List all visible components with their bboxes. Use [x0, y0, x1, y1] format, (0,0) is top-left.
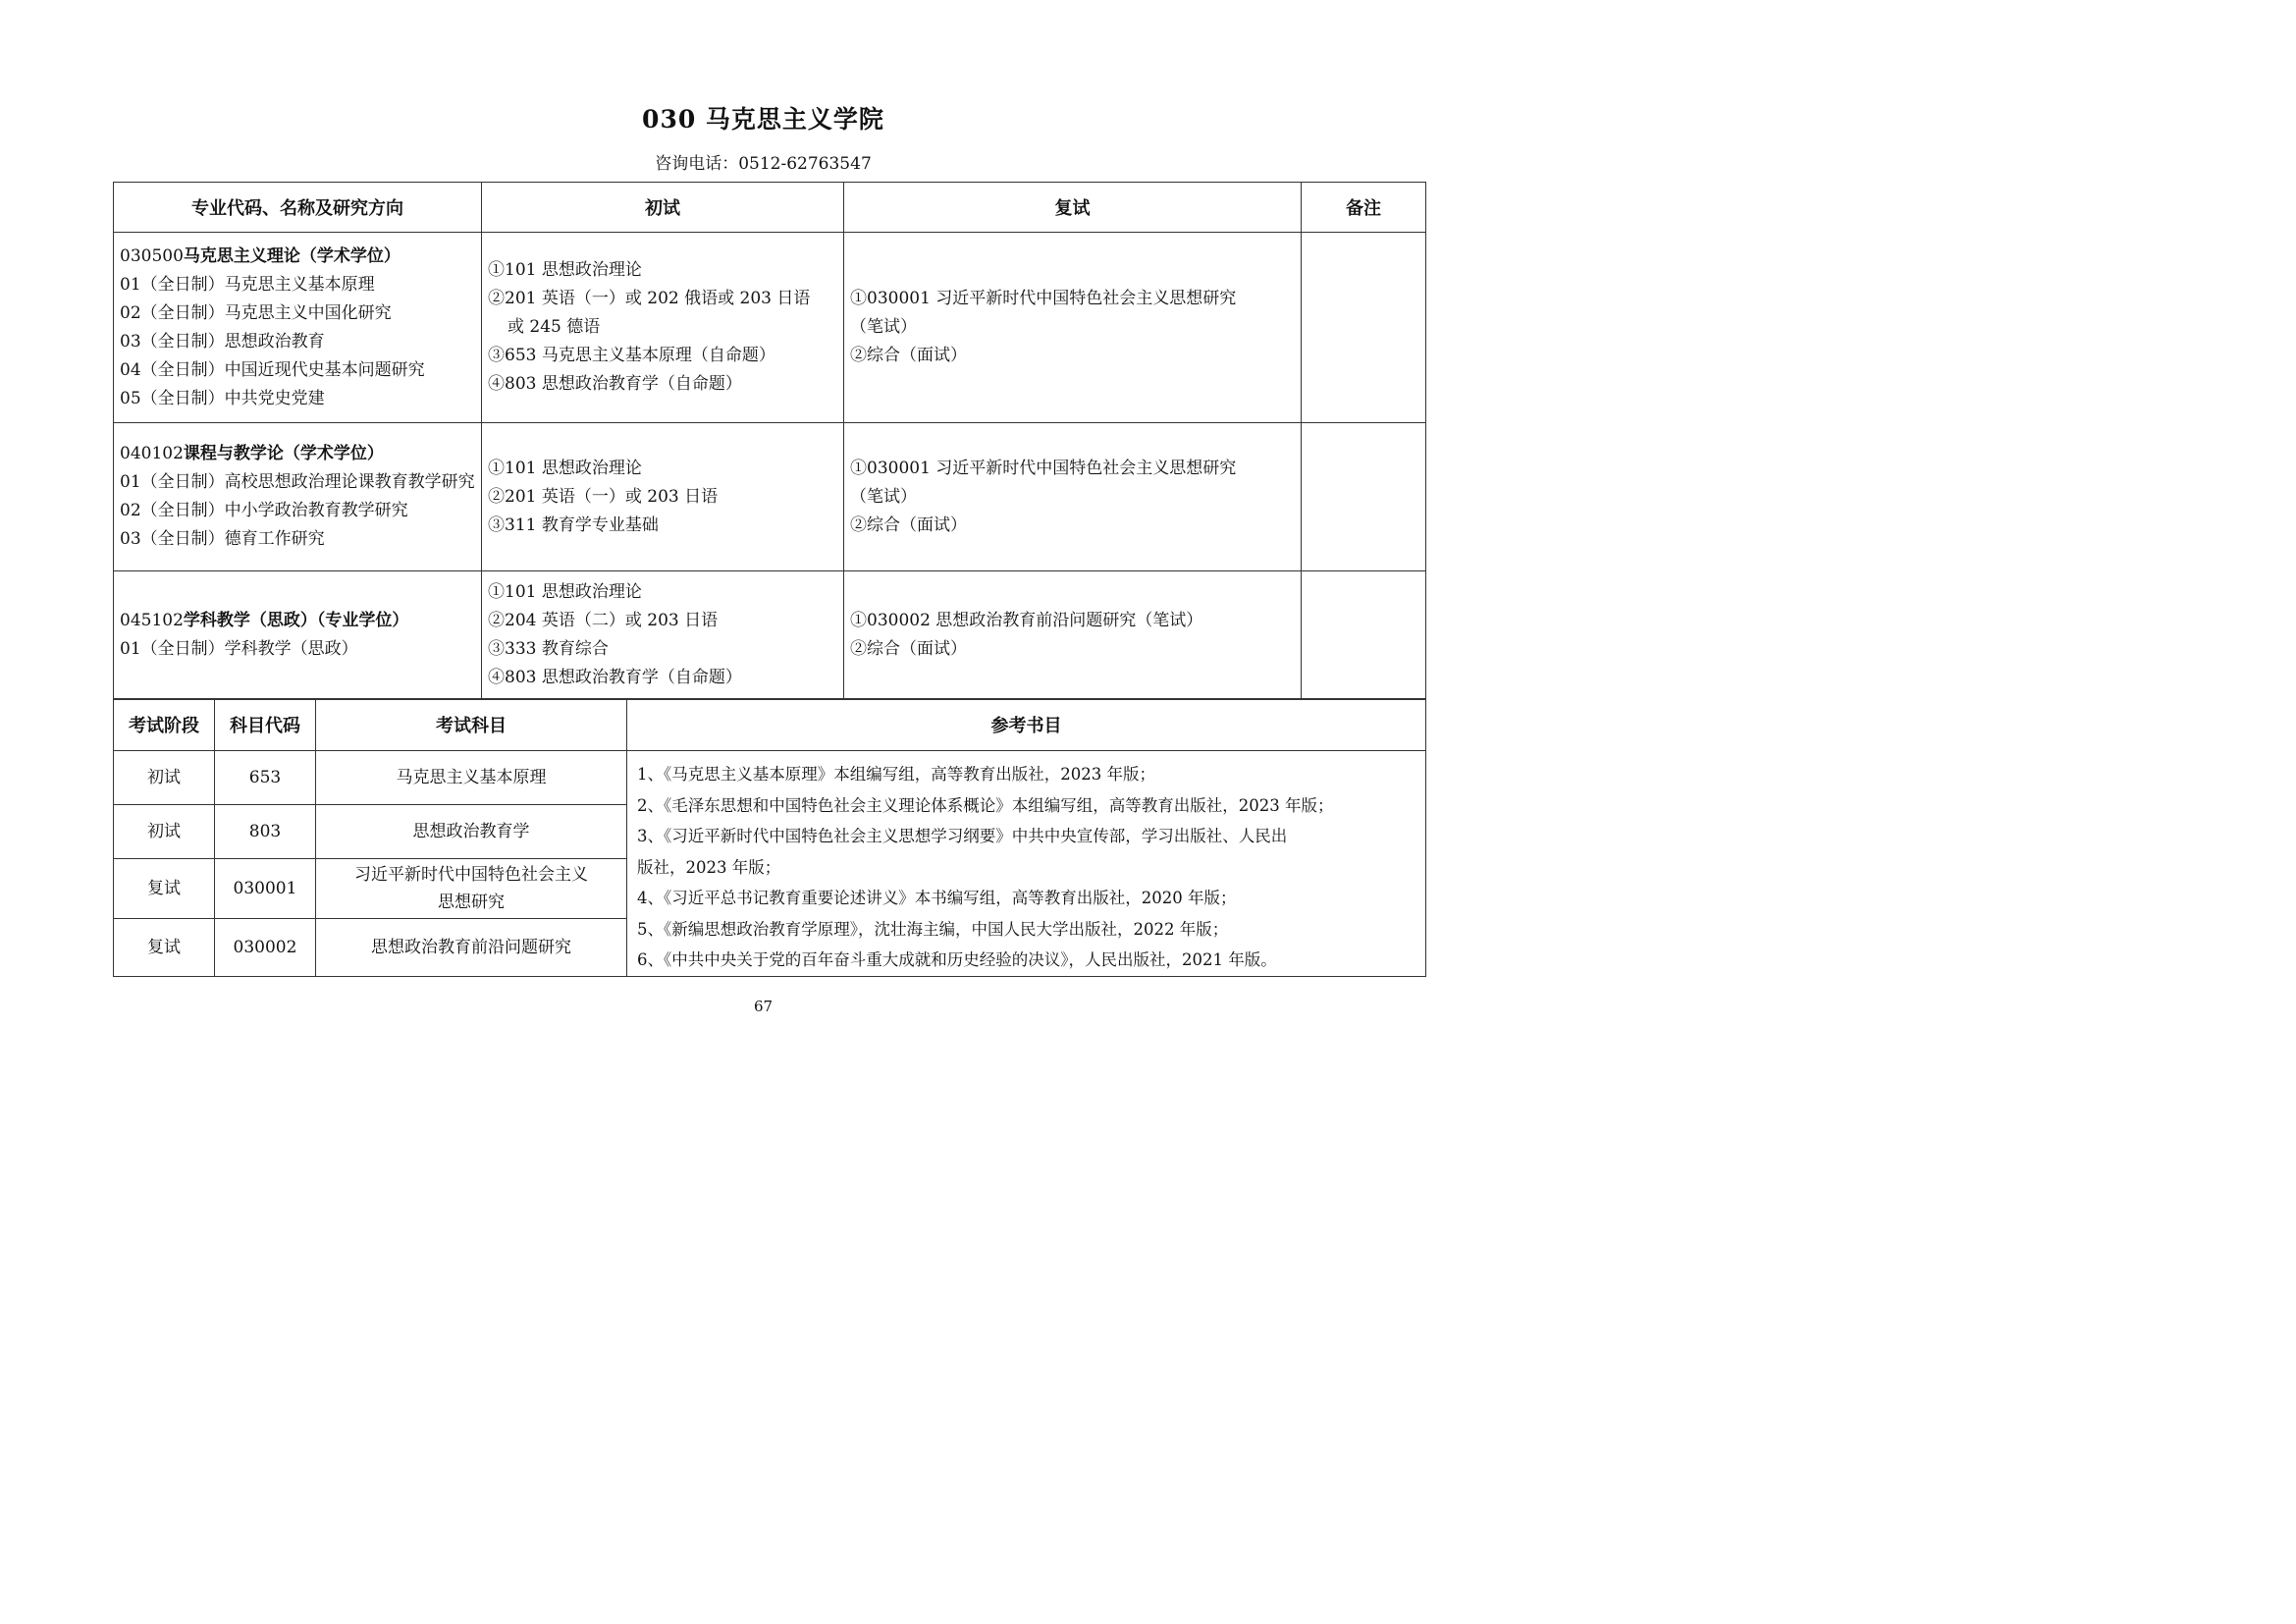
major-code: 045102: [120, 611, 184, 630]
major-cell: [114, 571, 482, 700]
header-note: 备注: [1302, 183, 1426, 233]
contact-phone: 咨询电话：0512-62763547: [655, 154, 872, 174]
major-cell: [114, 233, 482, 423]
direction-item: 01（全日制）学科教学（思政）: [120, 639, 358, 659]
reference-item: 5、《新编思想政治教育学原理》，沈壮海主编，中国人民大学出版社，2022 年版；: [637, 919, 1229, 939]
initial-item: ①101 思想政治理论: [488, 458, 642, 478]
code-cell: 030002: [215, 918, 316, 976]
direction-item: 02（全日制）马克思主义中国化研究: [120, 302, 392, 323]
retest-item: ②综合（面试）: [850, 346, 967, 365]
subject-cell: [316, 858, 627, 918]
retest-item: ②综合（面试）: [850, 639, 967, 659]
retest-item: ①030001 习近平新时代中国特色社会主义思想研究: [850, 458, 1237, 478]
direction-item: 03（全日制）德育工作研究: [120, 529, 325, 549]
major-name: 课程与教学论（学术学位）: [183, 444, 384, 463]
reference-item: 2、《毛泽东思想和中国特色社会主义理论体系概论》本组编写组，高等教育出版社，2023 年版；: [637, 795, 1334, 815]
initial-item: ③653 马克思主义基本原理（自命题）: [488, 346, 775, 365]
retest-item: （笔试）: [850, 486, 917, 507]
subject-name: 思想研究: [438, 892, 505, 912]
retest-item: ①030002 思想政治教育前沿问题研究（笔试）: [850, 611, 1203, 630]
major-name: 学科教学（思政）（专业学位）: [183, 611, 409, 630]
stage-cell: 复试: [114, 918, 215, 976]
table-row: [114, 751, 1426, 805]
stage-cell: 复试: [114, 858, 215, 918]
header-retest: 复试: [844, 183, 1302, 233]
initial-item: ①101 思想政治理论: [488, 582, 642, 602]
initial-item: ③333 教育综合: [488, 639, 609, 659]
major-code: 030500: [120, 245, 184, 266]
reference-item: 版社，2023 年版；: [637, 857, 781, 877]
retest-item: （笔试）: [850, 317, 917, 337]
stage-cell: 初试: [114, 804, 215, 858]
major-name: 马克思主义理论（学术学位）: [183, 245, 400, 266]
initial-exam-cell: [482, 233, 844, 423]
initial-item: ③311 教育学专业基础: [488, 514, 659, 535]
header-major: 专业代码、名称及研究方向: [114, 183, 482, 233]
initial-item: 或 245 德语: [507, 317, 601, 337]
header-stage: 考试阶段: [114, 699, 215, 751]
note-cell: [1302, 571, 1426, 700]
major-cell: [114, 423, 482, 571]
header-subject: 考试科目: [316, 699, 627, 751]
page-number: 67: [753, 998, 774, 1015]
reference-item: 6、《中共中央关于党的百年奋斗重大成就和历史经验的决议》，人民出版社，2021 年版。: [637, 950, 1277, 969]
note-cell: [1302, 233, 1426, 423]
retest-item: ②综合（面试）: [850, 514, 967, 535]
initial-exam-cell: [482, 423, 844, 571]
major-heading: [120, 243, 475, 271]
initial-item: ②201 英语（一）或 202 俄语或 203 日语: [488, 289, 811, 308]
initial-item: ④803 思想政治教育学（自命题）: [488, 374, 742, 394]
direction-item: 04（全日制）中国近现代史基本问题研究: [120, 359, 425, 380]
note-cell: [1302, 423, 1426, 571]
direction-item: 01（全日制）高校思想政治理论课教育教学研究: [120, 472, 475, 492]
subject-name: 马克思主义基本原理: [396, 767, 547, 787]
direction-item: 05（全日制）中共党史党建: [120, 388, 325, 408]
reference-item: 1、《马克思主义基本原理》本组编写组，高等教育出版社，2023 年版；: [637, 765, 1155, 784]
table-row: [114, 233, 1426, 423]
table-row: [114, 571, 1426, 700]
code-cell: 803: [215, 804, 316, 858]
initial-item: ④803 思想政治教育学（自命题）: [488, 668, 742, 687]
retest-cell: [844, 423, 1302, 571]
program-table: [113, 182, 1426, 700]
direction-item: 03（全日制）思想政治教育: [120, 331, 325, 352]
retest-cell: [844, 571, 1302, 700]
header-code: 科目代码: [215, 699, 316, 751]
subject-name: 习近平新时代中国特色社会主义: [354, 864, 588, 885]
subject-table-header: [114, 699, 1426, 751]
subject-name: 思想政治教育前沿问题研究: [371, 937, 571, 957]
reference-item: 4、《习近平总书记教育重要论述讲义》本书编写组，高等教育出版社，2020 年版；: [637, 889, 1237, 907]
code-cell: 653: [215, 751, 316, 805]
stage-cell: 初试: [114, 751, 215, 805]
retest-cell: [844, 233, 1302, 423]
table-row: [114, 423, 1426, 571]
code-cell: 030001: [215, 858, 316, 918]
header-initial: 初试: [482, 183, 844, 233]
initial-item: ①101 思想政治理论: [488, 260, 642, 280]
reference-item: 3、《习近平新时代中国特色社会主义思想学习纲要》中共中央宣传部，学习出版社、人民出: [637, 827, 1288, 845]
direction-item: 02（全日制）中小学政治教育教学研究: [120, 501, 408, 520]
retest-item: ①030001 习近平新时代中国特色社会主义思想研究: [850, 289, 1237, 308]
subject-cell: [316, 751, 627, 805]
major-code: 040102: [120, 444, 184, 463]
major-heading: [120, 607, 475, 635]
direction-item: 01（全日制）马克思主义基本原理: [120, 274, 375, 295]
initial-item: ②204 英语（二）或 203 日语: [488, 611, 719, 630]
program-table-header: [114, 183, 1426, 233]
header-references: 参考书目: [627, 699, 1426, 751]
subject-name: 思想政治教育学: [412, 821, 530, 841]
subject-table: [113, 698, 1426, 977]
references-cell: [627, 751, 1426, 977]
major-heading: [120, 440, 475, 468]
page-title: 030 马克思主义学院: [642, 105, 884, 134]
subject-cell: [316, 804, 627, 858]
initial-exam-cell: [482, 571, 844, 700]
subject-cell: [316, 918, 627, 976]
initial-item: ②201 英语（一）或 203 日语: [488, 486, 719, 507]
